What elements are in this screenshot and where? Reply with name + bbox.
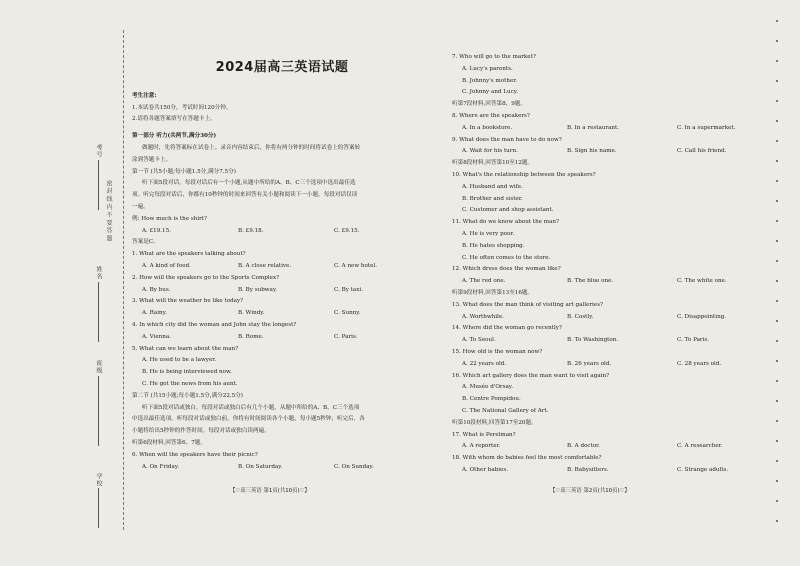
edge-mark (776, 200, 778, 202)
edge-mark (776, 440, 778, 442)
option: B. The blue one. (567, 278, 614, 285)
edge-mark (776, 140, 778, 142)
option: A. Wait for his turn. (462, 148, 518, 155)
question-options (132, 332, 432, 344)
edge-mark (776, 500, 778, 502)
notice-line: 1.本试卷共150分，考试时间120分钟。 (132, 104, 232, 111)
question: 7. Who will go to the market? (452, 54, 536, 60)
part1-intro: 涂到答题卡上。 (132, 156, 172, 163)
example-answer: 答案是C。 (132, 239, 159, 246)
question: 11. What do we know about the man? (452, 219, 560, 226)
option: C. In a supermarket. (677, 124, 736, 131)
question-options (452, 359, 770, 371)
option: B. Rome. (238, 333, 264, 340)
option: A. To Seoul. (462, 337, 496, 344)
question: 10. What's the relationship between the speakers? (452, 171, 596, 178)
edge-mark (776, 60, 778, 62)
page-1 (132, 62, 432, 473)
option: B. By subway. (238, 286, 278, 293)
option: C. He got the news from his aunt. (142, 380, 238, 387)
option: A. A kind of food. (142, 262, 191, 269)
option: C. Disappointing. (677, 313, 727, 320)
option: B. He hates shopping. (462, 242, 525, 249)
exam-number-line (98, 160, 99, 210)
question-options (132, 462, 432, 474)
edge-mark (776, 260, 778, 262)
option: C. On Sunday. (334, 463, 374, 470)
option: C. The National Gallery of Art. (462, 407, 549, 414)
notice-title: 考生注意: (132, 92, 157, 99)
listening-note: 听第10段材料,回答第17至20题。 (452, 419, 537, 426)
right-edge-marks (770, 20, 790, 540)
exam-title: 2024届高三英语试题 (215, 60, 349, 75)
question: 17. What is Perelman? (452, 431, 516, 438)
edge-mark (776, 340, 778, 342)
question-options (452, 276, 770, 288)
option: B. Brother and sister. (462, 195, 523, 202)
section1-intro: 项。听完每段对话后，你都有10秒钟的时间来回答有关小题和阅读下一小题。每段对话仅读 (132, 192, 358, 199)
question: 4. In which city did the woman and John stay the longest? (132, 321, 297, 328)
question: 18. With whom do babies feel the most comfortable? (452, 455, 602, 462)
option: A. He used to be a lawyer. (142, 357, 217, 364)
edge-mark (776, 100, 778, 102)
option: B. To Washington. (567, 337, 619, 344)
option: C. £9.15. (334, 227, 360, 234)
edge-mark (776, 220, 778, 222)
option: A. By bus. (142, 286, 171, 293)
binding-strip (78, 30, 128, 530)
edge-mark (776, 80, 778, 82)
question: 6. When will the speakers have their picnic? (132, 451, 258, 458)
option: A. Musée d'Orsay. (462, 384, 513, 391)
question: 12. Which dress does the woman like? (452, 266, 561, 273)
option: B. Windy. (238, 310, 265, 317)
question: 3. What will the weather be like today? (132, 298, 244, 305)
edge-mark (776, 180, 778, 182)
part1-intro: 做题时，先将答案标在试卷上。录音内容结束后，你将有两分钟的时间将试卷上的答案转 (142, 144, 361, 151)
edge-mark (776, 280, 778, 282)
section1-heading: 第一节 (共5小题;每小题1.5分,满分7.5分) (132, 168, 236, 175)
edge-mark (776, 480, 778, 482)
option: C. 28 years old. (677, 360, 722, 367)
edge-mark (776, 400, 778, 402)
label-name: 姓名 (95, 266, 102, 280)
option: C. To Paris. (677, 337, 710, 344)
question-options (132, 261, 432, 273)
edge-mark (776, 380, 778, 382)
question-options (452, 146, 770, 158)
edge-mark (776, 300, 778, 302)
option: B. Centre Pompidou. (462, 396, 521, 403)
option: A. Worthwhile. (462, 313, 504, 320)
section2-intro: 小题将给出5秒钟的作答时间。每段对话或独白读两遍。 (132, 428, 270, 435)
option: A. Lucy's parents. (462, 65, 513, 72)
question: 8. Where are the speakers? (452, 112, 530, 119)
option: C. By taxi. (334, 286, 363, 293)
question-options (132, 285, 432, 297)
option: C. Paris. (334, 333, 358, 340)
option: A. On Friday. (142, 463, 180, 470)
option: B. On Saturday. (238, 463, 283, 470)
edge-mark (776, 20, 778, 22)
question-options (452, 123, 770, 135)
section2-intro: 中选出最佳选项。听每段对话或独白前，你将有时间阅读各个小题，每小题5秒钟；听完后，各 (132, 416, 365, 423)
edge-mark (776, 520, 778, 522)
option: A. He is very poor. (462, 230, 515, 237)
school-line (98, 488, 99, 528)
option: A. A reporter. (462, 443, 501, 450)
question: 2. How will the speakers go to the Sports Complex? (132, 274, 280, 281)
question: 13. What does the man think of visiting art galleries? (452, 301, 603, 308)
section2-intro: 听下面5段对话或独白。每段对话或独白后有几个小题，从题中所给的A、B、C三个选项 (142, 404, 360, 411)
example-options (132, 226, 432, 238)
edge-mark (776, 40, 778, 42)
option: B. £9.18. (238, 227, 264, 234)
option: A. In a bookstore. (462, 124, 513, 131)
edge-mark (776, 120, 778, 122)
section2-heading: 第二节 (共15小题;每小题1.5分,满分22.5分) (132, 392, 243, 399)
option: A. 22 years old. (462, 360, 507, 367)
option: C. Call his friend. (677, 148, 727, 155)
option: B. In a restaurant. (567, 124, 620, 131)
option: B. Johnny's mother. (462, 77, 518, 84)
option: A. Other babies. (462, 466, 509, 473)
question-options (452, 465, 770, 477)
name-line (98, 282, 99, 342)
listening-note: 听第7段材料,回答第8、9题。 (452, 101, 526, 108)
page-2-footer: 【♡高三英语 第2页(共10页)♡】 (550, 488, 630, 494)
page-2 (452, 52, 770, 477)
notice-line: 2.请将各题答案填写在答题卡上。 (132, 116, 216, 123)
label-class: 班级 (95, 360, 102, 374)
question: 15. How old is the woman now? (452, 348, 543, 355)
page-1-footer: 【♡高三英语 第1页(共10页)♡】 (230, 488, 310, 494)
label-exam-number: 考号 (95, 144, 102, 158)
option: C. A researcher. (677, 443, 723, 450)
question-options (132, 308, 432, 320)
option: B. Babysitters. (567, 466, 609, 473)
option: C. The white one. (677, 278, 727, 285)
question-options (452, 335, 770, 347)
section1-intro: 听下面5段对话。每段对话后有一个小题,从题中所给的A、B、C三个选项中选出最佳选 (142, 180, 356, 187)
option: C. He often comes to the store. (462, 254, 551, 261)
section1-intro: 一遍。 (132, 203, 149, 210)
option: A. £19.15. (142, 227, 171, 234)
question-options (452, 441, 770, 453)
section2-note: 听第6段材料,回答第6、7题。 (132, 439, 206, 446)
option: B. 26 years old. (567, 360, 612, 367)
edge-mark (776, 240, 778, 242)
option: A. Vienna. (142, 333, 171, 340)
question: 16. Which art gallery does the man want to visit again? (452, 372, 610, 379)
part1-heading: 第一部分 听力(共两节,满分30分) (132, 133, 217, 140)
option: A. Husband and wife. (462, 183, 523, 190)
option: B. Sign his name. (567, 148, 617, 155)
option: C. A new hotel. (334, 262, 378, 269)
option: A. Rainy. (142, 310, 167, 317)
option: C. Customer and shop assistant. (462, 207, 554, 214)
edge-mark (776, 160, 778, 162)
listening-note: 听第8段材料,回答第10至12题。 (452, 160, 534, 167)
edge-mark (776, 460, 778, 462)
question: 14. Where did the woman go recently? (452, 325, 562, 332)
seal-line-text: 密 封 线 内 不 要 答 题 (105, 180, 112, 242)
seal-dashed-line (123, 30, 124, 530)
option: B. A close relative. (238, 262, 292, 269)
question: 9. What does the man have to do now? (452, 136, 562, 143)
option: C. Sunny. (334, 310, 361, 317)
edge-mark (776, 420, 778, 422)
edge-mark (776, 320, 778, 322)
question-options (452, 312, 770, 324)
option: A. The red one. (462, 278, 506, 285)
label-school: 学校 (95, 473, 102, 487)
option: B. He is being interviewed now. (142, 369, 232, 376)
listening-note: 听第9段材料,回答第13至16题。 (452, 289, 534, 296)
class-line (98, 376, 99, 446)
option: C. Johnny and Lucy. (462, 89, 518, 96)
question: 1. What are the speakers talking about? (132, 251, 246, 258)
option: B. A doctor. (567, 443, 601, 450)
option: C. Strange adults. (677, 466, 729, 473)
example-question: 例: How much is the shirt? (132, 215, 208, 222)
edge-mark (776, 360, 778, 362)
option: B. Costly. (567, 313, 594, 320)
question: 5. What can we learn about the man? (132, 345, 239, 352)
